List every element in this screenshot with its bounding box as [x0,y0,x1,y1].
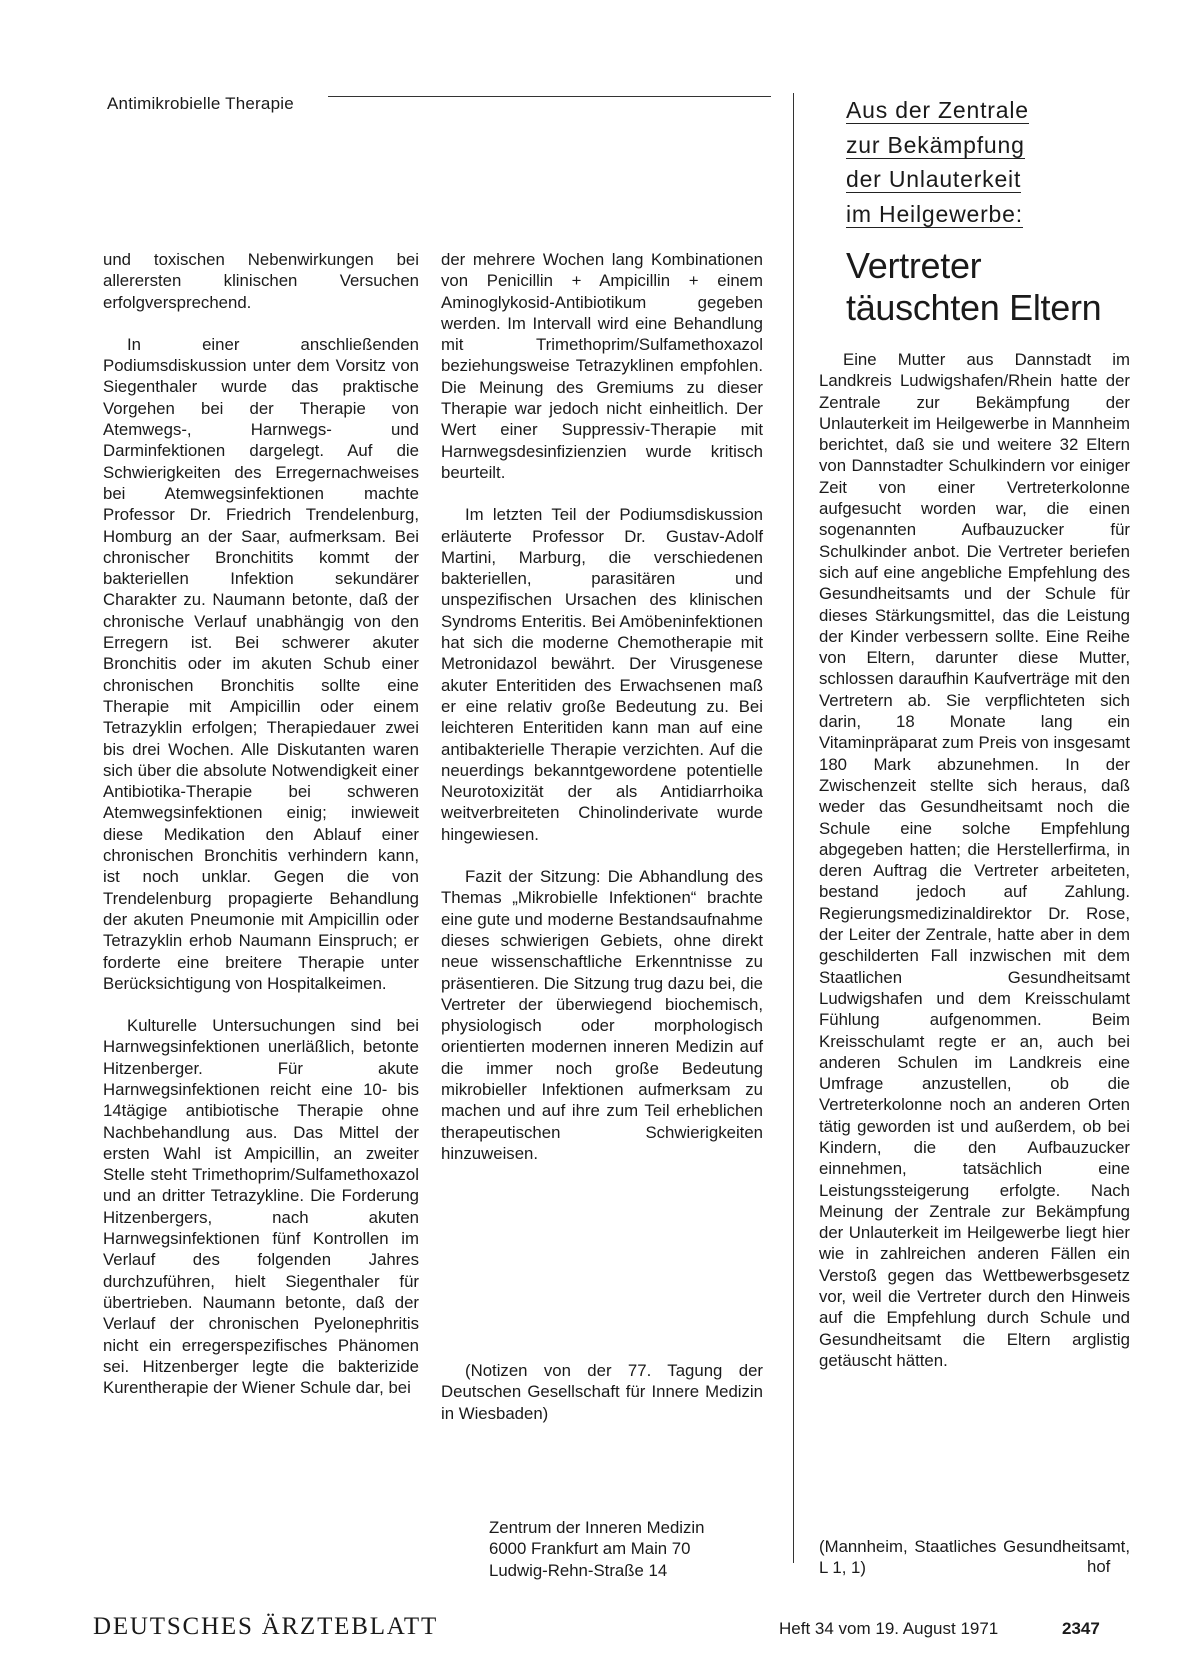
address-line: 6000 Frankfurt am Main 70 [489,1539,691,1559]
issue-info: Heft 34 vom 19. August 1971 [779,1619,999,1638]
paragraph: Fazit der Sitzung: Die Abhandlung des Themas „Mikrobielle Infektionen“ brachte eine gute und moderne Bestandsaufnahme dieses schwierigen Gebiets, ohne direkt neue wissenschaftliche Erkenntnisse zu präsentieren. Die Sitzung trug dazu bei, die Vertreter der überwiegend biochemisch, physiologisch oder morphologisch orientierten modernen inneren Medizin auf die immer noch große Bedeutung mikrobieller Infektionen aufmerksam zu machen und auf ihre zum Teil erheblichen therapeutischen Schwierigkeiten hinzuweisen. [441,867,763,1163]
column-divider [793,93,794,1563]
rubric-line: zur Bekämpfung [846,131,1025,158]
paragraph: Kulturelle Untersuchungen sind bei Harnwegsinfektionen unerläßlich, betonte Hitzenberger. Für akute Harnwegsinfektionen reicht eine 10- bis 14tägige antibiotische Therapie ohne Nachbehandlung aus. Das Mittel der ersten Wahl ist Ampicillin, an zweiter Stelle steht Trimethoprim/Sulfamethoxazol und an dritter Tetrazykline. Die Forderung Hitzenbergers, nach akuten Harnwegsinfektionen fünf Kontrollen im Verlauf des folgenden Jahres durchzuführen, hielt Siegenthaler für übertrieben. Naumann betonte, daß der Verlauf der chronischen Pyelonephritis nicht ein erregerspezifisches Phänomen sei. Hitzenberger legte die bakterizide Kurentherapie der Wiener Schule dar, bei [103,1016,419,1398]
rubric-line: Aus der Zentrale [846,97,1029,123]
headline-line: täuschten Eltern [846,287,1102,328]
rubric-line: im Heilgewerbe: [846,200,1023,227]
paragraph: und toxischen Nebenwirkungen bei allerersten klinischen Versuchen erfolgversprechend. [103,250,419,312]
sidebar-headline [846,245,1146,329]
article-column-1 [103,249,419,1398]
sidebar-rubric [846,93,1106,231]
page-number: 2347 [1062,1619,1100,1638]
paragraph: Im letzten Teil der Podiumsdiskussion erläuterte Professor Dr. Gustav-Adolf Martini, Marburg, die verschiedenen bakteriellen, parasitären und unspezifischen Ursachen des klinischen Syndroms Enteritis. Bei Amöbeninfektionen hat sich die moderne Chemotherapie mit Metronidazol bewährt. Der Virusgenese akuter Enteritiden des Erwachsenen maß er eine relativ große Bedeutung zu. Bei leichteren Enteritiden kann man auf eine antibakterielle Therapie verzichten. Auf die neuerdings bekanntgewordene potentielle Neurotoxizität der als Antidiarrhoika weitverbreiteten Chinolinderivate wurde hingewiesen. [441,505,763,844]
conference-note [441,1360,763,1424]
address-line: Ludwig-Rehn-Straße 14 [489,1560,668,1580]
paragraph: In einer anschließenden Podiumsdiskussion unter dem Vorsitz von Siegenthaler wurde das praktische Vorgehen bei der Therapie von Atemwegs-, Harnwegs- und Darminfektionen dargelegt. Auf die Schwierigkeiten des Erregernachweises bei Atemwegsinfektionen machte Professor Dr. Friedrich Trendelenburg, Homburg an der Saar, aufmerksam. Bei chronischer Bronchitits kommt der bakteriellen Infektion sekundärer Charakter zu. Naumann betonte, daß der chronische Verlauf unabhängig von den Erregern ist. Bei schwerer akuter Bronchitis oder im akuten Schub einer chronischen Bronchitis sollte eine Therapie mit Ampicillin oder einem Tetrazyklin erfolgen; Therapiedauer zwei bis drei Wochen. Alle Diskutanten waren sich über die absolute Notwendigkeit einer Antibiotika-Therapie bei schweren Atemwegsinfektionen einig; inwieweit diese Medikation den Ablauf einer chronischen Bronchitis verhindern kann, ist noch unklar. Gegen die von Trendelenburg propagierte Behandlung der akuten Pneumonie mit Ampicillin oder Tetrazyklin erhob Naumann Einspruch; er forderte eine breitere Therapie unter Berücksichtigung von Hospitalkeimen. [103,334,419,993]
section-heading: Antimikrobielle Therapie [107,94,298,114]
journal-masthead: DEUTSCHES ÄRZTEBLATT [93,1613,439,1640]
article-column-2 [441,249,763,1164]
paragraph: der mehrere Wochen lang Kombinationen von Penicillin + Ampicillin + einem Aminoglykosid-Antibiotikum gegeben werden. Im Intervall wird eine Behandlung mit Trimethoprim/Sulfamethoxazol beziehungsweise Tetrazyklinen empfohlen. Die Meinung des Gremiums zu dieser Therapie war jedoch nicht einheitlich. Der Wert einer Suppressiv-Therapie mit Harnwegsdesinfizienzien wurde kritisch beurteilt. [441,250,763,482]
author-signature: hof [1087,1557,1111,1576]
paragraph: Eine Mutter aus Dannstadt im Landkreis Ludwigshafen/Rhein hatte der Zentrale zur Bekämpfung der Unlauterkeit im Heilgewerbe in Mannheim berichtet, daß sie und weitere 32 Eltern von Dannstadter Schulkindern vor einiger Zeit von einer Vertreterkolonne aufgesucht worden war, die einen sogenannten Aufbauzucker für Schulkinder anbot. Die Vertreter beriefen sich auf eine angebliche Empfehlung des Gesundheitsamts und der Schule für dieses Stärkungsmittel, das die Leistung der Kinder verbessern sollte. Eine Reihe von Eltern, darunter diese Mutter, schlossen daraufhin Kaufverträge mit den Vertretern ab. Sie verpflichteten sich darin, 18 Monate lang ein Vitaminpräparat zum Preis von insgesamt 180 Mark abzunehmen. In der Zwischenzeit stellte sich heraus, daß weder das Gesundheitsamt noch die Schule eine solche Empfehlung abgegeben hatten; die Herstellerfirma, in deren Auftrag die Vertreter arbeiteten, bestand jedoch auf Zahlung. Regierungsmedizinaldirektor Dr. Rose, der Leiter der Zentrale, hatte aber in dem geschilderten Fall inzwischen mit dem Staatlichen Gesundheitsamt Ludwigshafen und dem Kreisschulamt Fühlung aufgenommen. Beim Kreisschulamt regte er an, auch bei anderen Schulen im Landkreis eine Umfrage anzustellen, ob die Vertreterkolonne noch an anderen Orten tätig geworden ist und außerdem, ob bei Kindern, die den Aufbauzucker einnehmen, tatsächlich eine Leistungssteigerung erfolgte. Nach Meinung der Zentrale zur Bekämpfung der Unlauterkeit im Heilgewerbe liegt hier wie in zahlreichen anderen Fällen ein Verstoß gegen das Wettbewerbsgesetz vor, weil die Vertreter durch den Hinweis auf die Empfehlung durch Schule und Gesundheitsamt die Eltern arglistig getäuscht hätten. [819,350,1130,1370]
rubric-line: der Unlauterkeit [846,166,1022,192]
author-address [489,1517,704,1581]
headline-line: Vertreter [846,245,982,286]
address-line: Zentrum der Inneren Medizin [489,1518,705,1537]
source-text: (Mannheim, Staatliches Gesundheitsamt, L 1, 1) [819,1537,1130,1578]
note-text: (Notizen von der 77. Tagung der Deutschen Gesellschaft für Innere Medizin in Wiesbaden) [441,1361,763,1423]
header-rule [328,96,771,97]
article-column-3 [819,349,1130,1371]
source-line [819,1536,1130,1579]
